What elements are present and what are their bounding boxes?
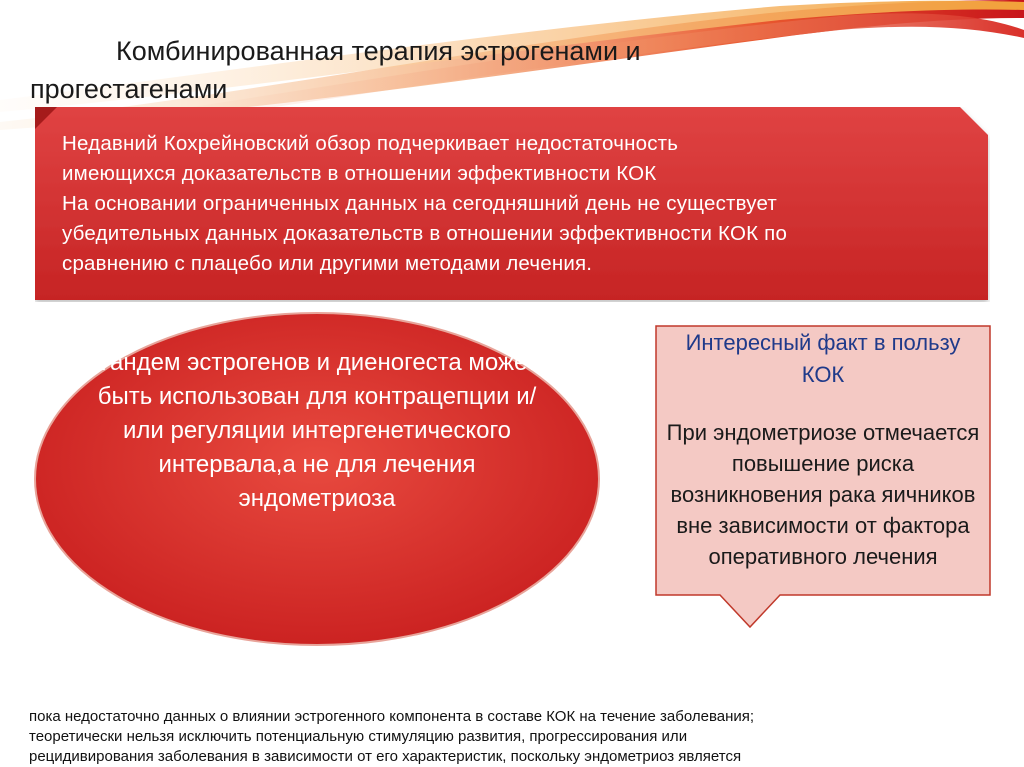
footnote-line-1: пока недостаточно данных о влиянии эстрогенного компонента в составе КОК на течение заболевания; <box>29 708 755 725</box>
title-line-2: прогестагенами <box>30 74 228 104</box>
banner-line-3: На основании ограниченных данных на сегодняшний день не существует <box>62 192 778 215</box>
banner-text <box>62 129 972 279</box>
banner-line-2: имеющихся доказательств в отношении эффективности КОК <box>62 162 657 185</box>
footnote-line-2: теоретически нельзя исключить потенциальную стимуляцию развития, прогрессирования или <box>29 728 688 745</box>
interesting-fact-callout <box>655 325 991 630</box>
callout-title: Интересный факт в пользу КОК <box>685 330 961 387</box>
banner-line-1: Недавний Кохрейновский обзор подчеркивает недостаточность <box>62 132 679 155</box>
evidence-banner <box>35 107 990 302</box>
banner-line-4: убедительных данных доказательств в отношении эффективности КОК по <box>62 222 788 245</box>
footnote-line-3: рецидивирования заболевания в зависимости от его характеристик, поскольку эндометриоз является <box>29 748 742 765</box>
page-title <box>30 32 930 108</box>
footnote <box>29 707 1009 767</box>
title-line-1: Комбинированная терапия эстрогенами и <box>116 36 641 66</box>
callout-body: При эндометриозе отмечается повышение риска возникновения рака яичников вне зависимости от фактора оперативного лечения <box>666 420 980 569</box>
tandem-ellipse <box>32 310 602 648</box>
banner-line-5: сравнению с плацебо или другими методами лечения. <box>62 252 593 275</box>
ellipse-text: Тандем эстрогенов и диеногеста может быть использован для контрацепции и/или регуляции интергенетического интервала,а не для лечения эндометриоза <box>96 349 538 512</box>
